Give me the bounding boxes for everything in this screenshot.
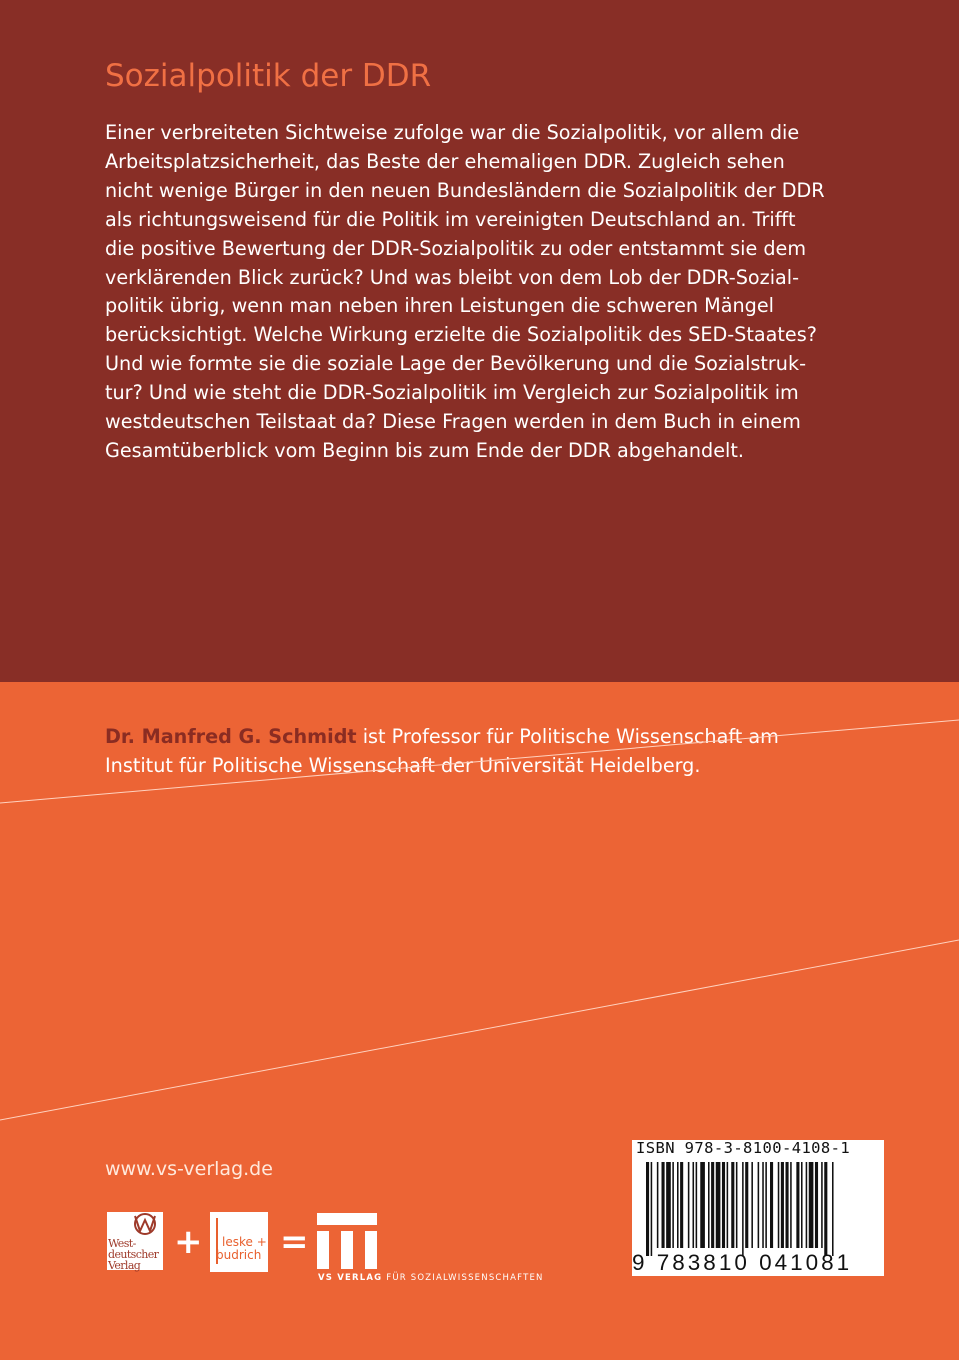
blurb-line: tur? Und wie steht die DDR-Sozialpolitik im Vergleich zur Sozialpolitik im	[105, 381, 799, 405]
blurb-line: die positive Bewertung der DDR-Sozialpolitik zu oder entstammt sie dem	[105, 236, 807, 260]
barcode-bar	[745, 1162, 748, 1248]
barcode-bar	[666, 1162, 671, 1248]
barcode-bar	[781, 1162, 784, 1248]
barcode-bar	[801, 1162, 803, 1248]
blurb-line: verklärenden Blick zurück? Und was bleibt von dem Lob der DDR-Sozial-	[105, 265, 800, 289]
barcode-bar	[651, 1162, 653, 1256]
wv-monogram-icon	[107, 1212, 163, 1240]
leske-budrich-logo	[210, 1212, 268, 1272]
blurb-line: nicht wenige Bürger in den neuen Bundesländern die Sozialpolitik der DDR	[105, 178, 825, 202]
barcode-bar	[708, 1162, 710, 1248]
plus-sign: +	[174, 1222, 203, 1262]
author-bio-line-2: Institut für Politische Wissenschaft der Universität Heidelberg.	[105, 754, 701, 777]
barcode-bar	[762, 1162, 764, 1248]
isbn-barcode	[632, 1140, 884, 1276]
barcode-bar	[821, 1162, 823, 1248]
barcode-bar	[742, 1162, 744, 1256]
author-name: Dr. Manfred G. Schmidt	[105, 725, 357, 748]
barcode-bar	[677, 1162, 679, 1248]
barcode-bar	[790, 1162, 792, 1248]
westdeutscher-verlag-text: West- deutscher Verlag	[108, 1237, 159, 1272]
blurb-line: westdeutschen Teilstaat da? Diese Fragen werden in dem Buch in einem	[105, 410, 801, 434]
barcode-bar	[815, 1162, 818, 1248]
leske-budrich-text	[216, 1236, 267, 1262]
barcode-bar	[657, 1162, 659, 1248]
ean-digits: 9 783810 041081	[632, 1250, 853, 1275]
vs-verlag-name: VS VERLAG	[318, 1273, 383, 1283]
barcode-bar	[716, 1162, 721, 1248]
barcode-bar	[646, 1162, 649, 1256]
budrich-text: budrich	[216, 1248, 262, 1262]
barcode-bar	[778, 1162, 780, 1248]
blurb-line: Arbeitsplatzsicherheit, das Beste der ehemaligen DDR. Zugleich sehen	[105, 149, 785, 173]
leske-text: leske +	[222, 1235, 267, 1249]
blurb-line: politik übrig, wenn man neben ihren Leistungen die schweren Mängel	[105, 294, 774, 318]
barcode-bar	[731, 1162, 734, 1248]
barcode-bar	[796, 1162, 799, 1248]
barcode-bar	[693, 1162, 695, 1248]
diagonal-line-lower	[0, 940, 959, 1120]
barcode-bar	[786, 1162, 789, 1248]
book-blurb	[105, 119, 835, 466]
barcode-bar	[711, 1162, 714, 1248]
barcode-bar	[824, 1162, 827, 1256]
barcode-bar	[765, 1162, 767, 1248]
publisher-url[interactable]: www.vs-verlag.de	[105, 1158, 273, 1180]
vs-verlag-subtitle: FÜR SOZIALWISSENSCHAFTEN	[382, 1273, 544, 1283]
barcode-bar	[751, 1162, 753, 1248]
barcode-bar	[770, 1162, 773, 1248]
vs-verlag-caption	[318, 1273, 544, 1283]
barcode-bar	[832, 1162, 834, 1256]
barcode-bar	[736, 1162, 738, 1248]
author-bio-text: ist Professor für Politische Wissenschaft am	[356, 725, 779, 748]
blurb-line: berücksichtigt. Welche Wirkung erzielte die Sozialpolitik des SED-Staates?	[105, 323, 817, 347]
blurb-line: Einer verbreiteten Sichtweise zufolge war die Sozialpolitik, vor allem die	[105, 121, 800, 144]
barcode-bar	[688, 1162, 690, 1248]
barcode-bar	[680, 1162, 683, 1248]
isbn-label: ISBN 978-3-8100-4108-1	[636, 1139, 851, 1157]
barcode-bar	[700, 1162, 705, 1248]
barcode-bar	[806, 1162, 808, 1248]
equals-sign: =	[280, 1222, 309, 1262]
barcode-bar	[662, 1162, 665, 1248]
book-title: Sozialpolitik der DDR	[105, 58, 432, 94]
blurb-line: Und wie formte sie die soziale Lage der Bevölkerung und die Sozialstruk-	[105, 352, 806, 376]
westdeutscher-verlag-logo	[107, 1212, 163, 1270]
vs-verlag-logo-icon	[317, 1213, 377, 1269]
barcode-bar	[809, 1162, 814, 1248]
barcode-bar	[696, 1162, 698, 1248]
diagonal-line-upper	[0, 720, 959, 803]
barcode-bar	[722, 1162, 725, 1248]
barcode-bar	[672, 1162, 674, 1248]
barcode-bar	[758, 1162, 760, 1248]
blurb-line: Gesamtüberblick vom Beginn bis zum Ende der DDR abgehandelt.	[105, 438, 744, 462]
blurb-line: als richtungsweisend für die Politik im vereinigten Deutschland an. Trifft	[105, 207, 796, 231]
barcode-bar	[727, 1162, 729, 1248]
